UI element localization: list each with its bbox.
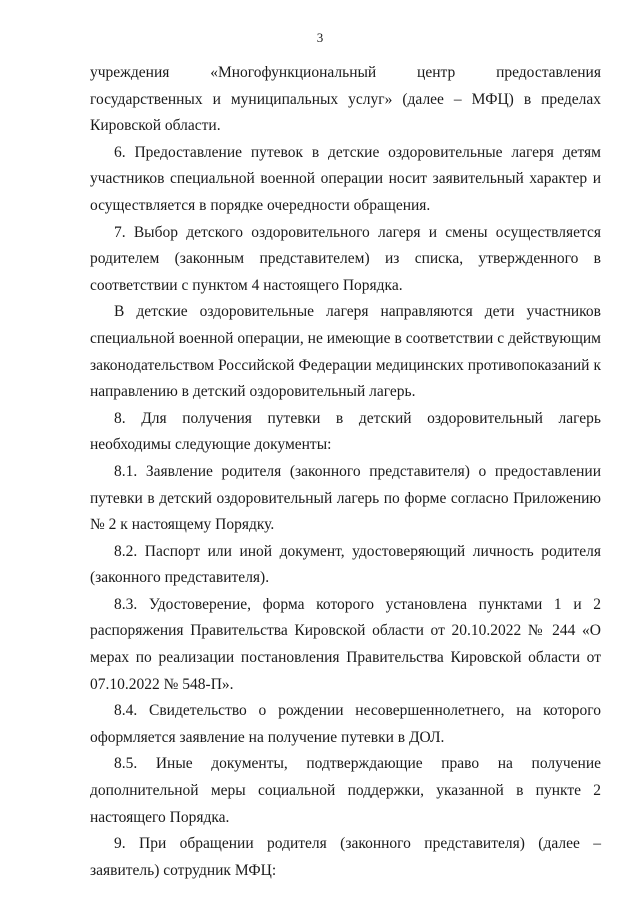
paragraph-item-8-2: 8.2. Паспорт или иной документ, удостоверяющий личность родителя (законного представителя). bbox=[90, 542, 601, 587]
page-number: 3 bbox=[316, 30, 324, 45]
paragraph-item-7: 7. Выбор детского оздоровительного лагеря и смены осуществляется родителем (законным представителем) из списка, утвержденного в соответствии с пунктом 4 настоящего Порядка. bbox=[90, 223, 601, 294]
document-body bbox=[90, 60, 601, 884]
paragraph-item-8-4: 8.4. Свидетельство о рождении несовершеннолетнего, на которого оформляется заявление на получение путевки в ДОЛ. bbox=[90, 702, 601, 746]
paragraph-item-6: 6. Предоставление путевок в детские оздоровительные лагеря детям участников специальной военной операции носит заявительный характер и осуществляется в порядке очередности обращения. bbox=[90, 143, 601, 214]
paragraph-item-8-5: 8.5. Иные документы, подтверждающие право на получение дополнительной меры социальной поддержки, указанной в пункте 2 настоящего Порядка. bbox=[90, 755, 601, 826]
paragraph-item-8-3: 8.3. Удостоверение, форма которого установлена пунктами 1 и 2 распоряжения Правительства Кировской области от 20.10.2022 № 244 «О мерах по реализации постановления Правительства Кировской области от 07.10.2022 № 548-П». bbox=[90, 595, 601, 693]
paragraph-item-7-note: В детские оздоровительные лагеря направляются дети участников специальной военной операции, не имеющие в соответствии с действующим законодательством Российской Федерации медицинских противопоказаний к направлению в детский оздоровительный лагерь. bbox=[90, 303, 601, 401]
paragraph-item-8: 8. Для получения путевки в детский оздоровительный лагерь необходимы следующие документы: bbox=[90, 409, 601, 454]
paragraph-continuation: учреждения «Многофункциональный центр предоставления государственных и муниципальных услуг» (далее – МФЦ) в пределах Кировской области. bbox=[90, 64, 601, 135]
paragraph-item-9: 9. При обращении родителя (законного представителя) (далее – заявитель) сотрудник МФЦ: bbox=[90, 835, 601, 879]
paragraph-item-8-1: 8.1. Заявление родителя (законного представителя) о предоставлении путевки в детский оздоровительный лагерь по форме согласно Приложению № 2 к настоящему Порядку. bbox=[90, 462, 601, 534]
